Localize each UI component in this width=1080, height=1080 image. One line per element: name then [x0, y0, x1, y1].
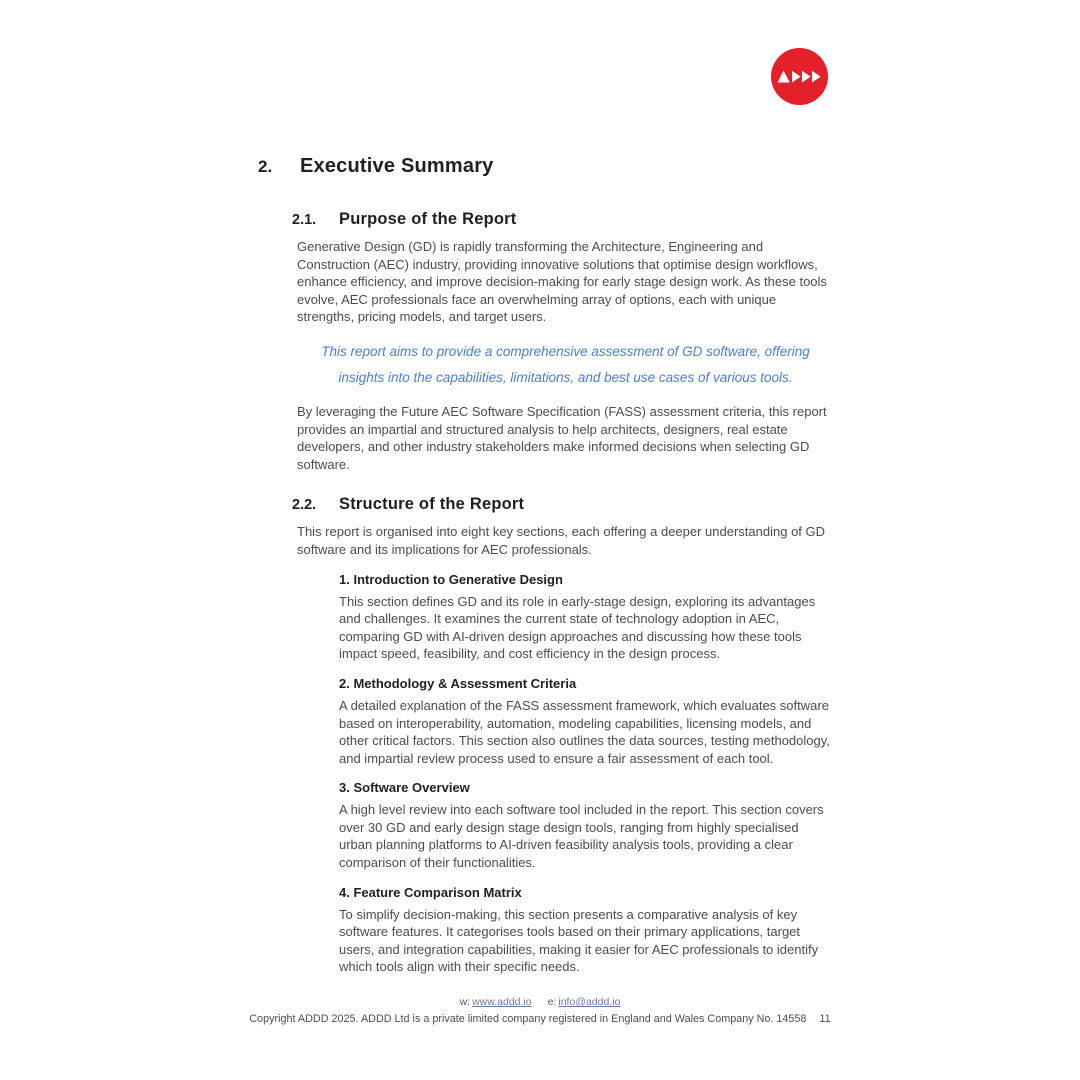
- section-2-1: [258, 210, 836, 473]
- structure-item-1: [339, 572, 833, 663]
- subsection-heading-structure: [292, 495, 836, 514]
- structure-intro: This report is organised into eight key sections, each offering a deeper understanding of GD software and its implications for AEC professionals.: [297, 524, 826, 557]
- structure-items: [339, 572, 833, 977]
- page-footer: [0, 996, 1080, 1025]
- copyright-line: [0, 1013, 1080, 1025]
- website-link[interactable]: www.addd.io: [472, 996, 532, 1008]
- page-number: 11: [819, 1013, 831, 1025]
- item-body: This section defines GD and its role in early-stage design, exploring its advantages and challenges. It examines the current state of technology adoption in AEC, comparing GD with AI-driven design approaches and discussing how these tools impact speed, feasibility, and cost efficiency in the design process.: [339, 593, 816, 662]
- structure-item-2: [339, 676, 833, 767]
- subsection-title: Structure of the Report: [339, 495, 525, 514]
- item-body: A high level review into each software tool included in the report. This section covers over 30 GD and early design stage design tools, ranging from highly specialised urban planning platforms to AI-driven feasibility analysis tools, providing a clear comparison of their functionalities.: [339, 802, 824, 871]
- email-link[interactable]: info@addd.io: [558, 996, 621, 1008]
- addd-logo: [771, 48, 828, 105]
- subsection-number: 2.1.: [292, 212, 317, 228]
- footer-contact-line: [0, 996, 1080, 1008]
- subsection-heading-purpose: [292, 210, 836, 229]
- structure-item-4: [339, 885, 833, 976]
- purpose-paragraph-1: Generative Design (GD) is rapidly transforming the Architecture, Engineering and Construction (AEC) industry, providing innovative solutions that optimise design workflows, enhance efficiency, and improve decision-making for early stage design work. As these tools evolve, AEC professionals face an overwhelming array of options, each with unique strengths, pricing models, and target users.: [297, 239, 827, 325]
- pull-quote: This report aims to provide a comprehensive assessment of GD software, offering insights into the capabilities, limitations, and best use cases of various tools.: [321, 343, 810, 385]
- section-title: Executive Summary: [300, 155, 494, 177]
- section-heading-executive-summary: [258, 155, 836, 178]
- section-2-2: [258, 495, 836, 976]
- purpose-paragraph-2: By leveraging the Future AEC Software Specification (FASS) assessment criteria, this report provides an impartial and structured analysis to help architects, designers, real estate developers, and other industry stakeholders make informed decisions when selecting GD software.: [297, 403, 827, 472]
- item-body: A detailed explanation of the FASS assessment framework, which evaluates software based on interoperability, automation, modeling capabilities, licensing models, and other critical factors. This section also outlines the data sources, testing methodology, and impartial review process used to ensure a fair assessment of each tool.: [339, 697, 830, 766]
- item-heading: 3. Software Overview: [339, 780, 470, 796]
- item-heading: 1. Introduction to Generative Design: [339, 571, 563, 587]
- addd-logo-icon: [771, 48, 828, 105]
- item-heading: 2. Methodology & Assessment Criteria: [339, 675, 577, 691]
- email-label: e:: [547, 996, 557, 1008]
- subsection-title: Purpose of the Report: [339, 210, 517, 228]
- item-heading: 4. Feature Comparison Matrix: [339, 884, 522, 900]
- item-body: To simplify decision-making, this section presents a comparative analysis of key software features. It categorises tools based on their primary applications, target users, and integration capabilities, making it easier for AEC professionals to identify which tools align with their specific needs.: [339, 906, 819, 975]
- section-number: 2.: [258, 157, 273, 176]
- page-content: [258, 155, 836, 976]
- structure-item-3: [339, 780, 833, 871]
- web-label: w:: [459, 996, 471, 1008]
- subsection-number: 2.2.: [292, 497, 317, 514]
- copyright-text: Copyright ADDD 2025. ADDD Ltd is a private limited company registered in England and Wales Company No. 14558: [249, 1013, 807, 1025]
